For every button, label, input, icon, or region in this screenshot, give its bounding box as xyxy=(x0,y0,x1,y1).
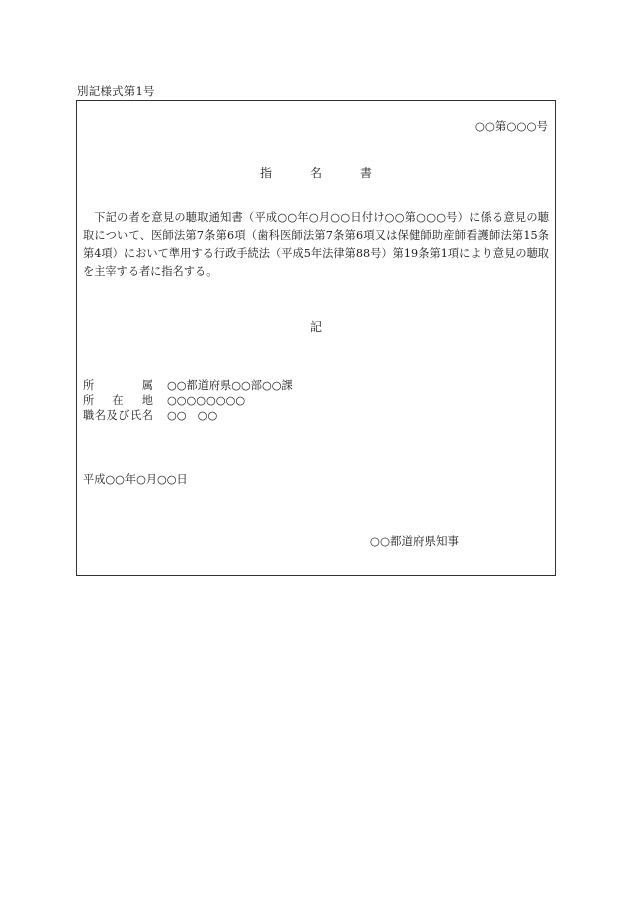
title-char: 名 xyxy=(309,166,322,180)
document-frame xyxy=(76,100,556,576)
label-char: び xyxy=(118,409,130,422)
label-char: 所 xyxy=(83,379,95,392)
field-row-affiliation xyxy=(83,378,293,393)
label-char: 在 xyxy=(112,394,124,407)
label-char: 名 xyxy=(94,409,106,422)
label-char: 及 xyxy=(106,409,118,422)
document-number: ○○第○○○号 xyxy=(474,119,548,133)
field-row-title-name xyxy=(83,408,293,423)
label-char: 氏 xyxy=(130,409,142,422)
field-row-location xyxy=(83,393,293,408)
body-paragraph: 下記の者を意見の聴取通知書（平成○○年○月○○日付け○○第○○○号）に係る意見の聴取について、医師法第7条第6項（歯科医師法第7条第6項又は保健師助産師看護師法第15条第4項）において準用する行政手続法（平成5年法律第88号）第19条第1項により意見の聴取を主宰する者に指名する。 xyxy=(83,211,549,278)
label-char: 職 xyxy=(83,409,95,422)
field-value-title-name: ○○ ○○ xyxy=(167,409,218,422)
label-char: 属 xyxy=(141,379,153,392)
field-label-affiliation xyxy=(83,378,153,393)
label-char: 名 xyxy=(141,409,153,422)
field-label-title-name xyxy=(83,408,153,423)
issue-date: 平成○○年○月○○日 xyxy=(83,473,188,486)
ki-heading: 記 xyxy=(309,320,322,334)
label-char: 所 xyxy=(83,394,95,407)
designee-fields xyxy=(83,378,293,423)
field-value-affiliation: ○○都道府県○○部○○課 xyxy=(167,379,293,392)
issuer-name: ○○都道府県知事 xyxy=(369,534,459,548)
label-char: 地 xyxy=(141,394,153,407)
field-value-location: ○○○○○○○○ xyxy=(167,394,246,407)
title-char: 指 xyxy=(259,166,272,180)
title-char: 書 xyxy=(360,166,373,180)
document-title xyxy=(77,164,555,181)
form-label: 別記様式第1号 xyxy=(77,84,155,98)
field-label-location xyxy=(83,393,153,408)
